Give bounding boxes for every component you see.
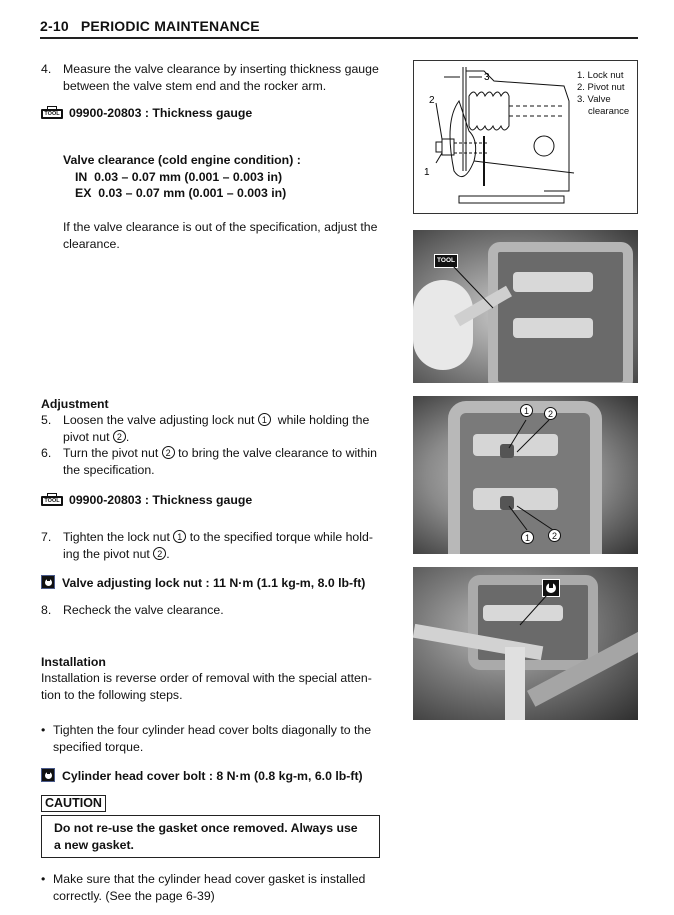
step-text: to the specified torque while hold- [189,530,373,544]
callout-1: 1 [173,530,186,543]
bullet-text: correctly. (See the page 6-39) [53,888,215,903]
callout-1: 1 [424,167,430,178]
bullet-2 [41,871,391,904]
step-text: between the valve stem end and the rocker arm. [63,78,327,93]
step-6 [41,445,391,478]
note-line: clearance. [63,236,120,251]
callout-2: 2 [162,446,175,459]
callout-3: 3 [484,72,490,83]
tool-icon: TOOL [41,493,63,506]
callout-2: 2 [429,95,435,106]
tool-icon: TOOL [434,254,458,268]
bullet-1 [41,722,391,755]
step-text: . [125,429,130,444]
torque-spec-1 [41,575,365,592]
step-text: while holding the [277,413,370,427]
section-title: PERIODIC MAINTENANCE [80,18,260,34]
bullet-text: Tighten the four cylinder head cover bolts diagonally to the [53,723,372,737]
note-line: If the valve clearance is out of the specification, adjust the [63,220,378,234]
adjustment-heading: Adjustment [41,397,109,411]
step-7 [41,529,391,562]
callout-2: 2 [113,430,126,443]
step-text: the specification. [63,462,155,477]
callout-1: 1 [520,404,533,417]
callout-1: 1 [521,531,534,544]
caution-text: a new gasket. [54,838,134,852]
step-5 [41,412,391,445]
installation-heading: Installation [41,655,106,669]
spec-title: Valve clearance (cold engine condition) : [63,153,301,167]
callout-2: 2 [544,407,557,420]
torque-text: Cylinder head cover bolt : 8 N·m (0.8 kg-m, 6.0 lb-ft) [62,769,363,783]
bullet-text: Make sure that the cylinder head cover gasket is installed [53,872,366,886]
step-text: Loosen the valve adjusting lock nut [63,413,255,427]
spec-in: IN 0.03 – 0.07 mm (0.001 – 0.003 in) [75,169,283,184]
step-text: . [166,546,170,561]
bullet-text: specified torque. [53,739,144,754]
callout-1: 1 [258,413,271,426]
valve-clearance-diagram [413,60,638,214]
legend-item: 1. Lock nut [577,70,624,81]
diagram-legend [577,70,629,118]
step-text: Measure the valve clearance by inserting thickness gauge [63,62,379,76]
step-4 [41,61,391,94]
valve-clearance-spec [63,152,301,202]
intro-line: Installation is reverse order of removal with the special atten- [41,671,372,685]
caution-text: Do not re-use the gasket once removed. Always use [54,821,358,835]
caution-label: CAUTION [41,795,106,812]
step-text: Recheck the valve clearance. [63,603,224,617]
step-text: ing the pivot nut [63,546,150,561]
legend-item: 3. Valve [577,94,611,105]
photo-lock-nut-pivot-nut [413,396,638,554]
step-text: pivot nut [63,429,110,444]
page-header [40,18,260,34]
step-number: 6. [41,446,52,460]
torque-wrench-icon [41,575,55,589]
photo-torque-tightening [413,567,638,720]
caution-box [41,815,380,858]
legend-item: clearance [588,106,630,117]
step-8 [41,602,224,619]
photo-thickness-gauge [413,230,638,383]
torque-wrench-icon [41,768,55,782]
tool-icon: TOOL [41,106,63,119]
spec-ex: EX 0.03 – 0.07 mm (0.001 – 0.003 in) [75,186,287,200]
tool-text: 09900-20803 : Thickness gauge [69,106,253,120]
legend-item: 2. Pivot nut [577,82,625,93]
callout-2: 2 [548,529,561,542]
bullet-dot: • [41,723,46,737]
tool-spec-1 [41,105,252,122]
tool-text: 09900-20803 : Thickness gauge [69,493,253,507]
installation-intro [41,670,391,703]
step-text: to bring the valve clearance to within [178,446,378,460]
clearance-note [63,219,393,252]
torque-spec-2 [41,768,363,785]
callout-2: 2 [153,547,166,560]
step-number: 5. [41,413,52,427]
bullet-dot: • [41,872,46,886]
step-text: Turn the pivot nut [63,446,159,460]
step-number: 8. [41,603,52,617]
tool-spec-2 [41,492,252,509]
section-number: 2-10 [40,18,69,34]
step-number: 7. [41,530,52,544]
step-text: Tighten the lock nut [63,530,170,544]
header-rule [40,37,638,39]
torque-text: Valve adjusting lock nut : 11 N·m (1.1 kg-m, 8.0 lb-ft) [62,576,366,590]
step-number: 4. [41,62,52,76]
intro-line: tion to the following steps. [41,687,183,702]
